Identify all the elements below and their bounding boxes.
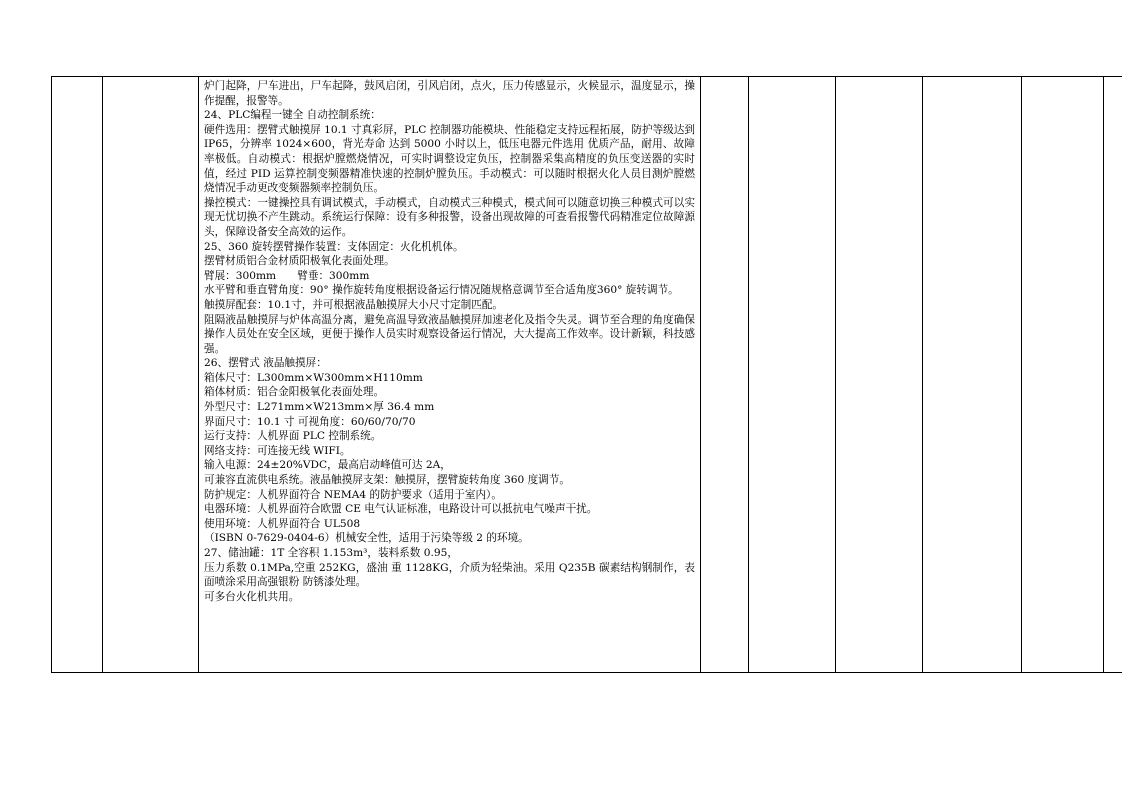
spec-paragraph: 水平臂和垂直臂角度：90° 操作旋转角度根据设备运行情况随规格意调节至合适角度360° 旋转调节。 bbox=[204, 284, 679, 297]
spec-paragraph: 界面尺寸：10.1 寸 可视角度：60/60/70/70 bbox=[204, 415, 416, 428]
spec-paragraph: 可多台火化机共用。 bbox=[204, 590, 300, 603]
spec-paragraph: 27、储油罐：1T 全容积 1.153m³，装料系数 0.95， bbox=[204, 547, 458, 559]
spec-paragraph: 阻隔液晶触摸屏与炉体高温分离，避免高温导致液晶触摸屏加速老化及指令失灵。调节至合理的角度确保操作人员处在安全区域，更便于操作人员实时观察设备运行情况，大大提高工作效率。设计新颖，科技感强。 bbox=[204, 313, 695, 355]
spec-paragraph: 网络支持：可连接无线 WIFI。 bbox=[204, 444, 351, 457]
spec-paragraph: 24、PLC编程一键全 自动控制系统： bbox=[204, 109, 381, 122]
spec-paragraph: 防护规定：人机界面符合 NEMA4 的防护要求（适用于室内）。 bbox=[204, 488, 502, 501]
spec-paragraph: 操控模式：一键操控具有调试模式，手动模式，自动模式三种模式，模式间可以随意切换三种模式可以实现无忧切换不产生跳动。系统运行保障：设有多种报警，设备出现故障的可查看报警代码精准定位故障源头，保障设备安全高效的运作。 bbox=[204, 196, 695, 238]
table-row bbox=[52, 77, 1122, 673]
spec-paragraph: 箱体材质：铝合金阳极氧化表面处理。 bbox=[204, 386, 385, 399]
spec-paragraph: 输入电源：24±20%VDC，最高启动峰值可达 2A， bbox=[204, 459, 451, 472]
spec-paragraph: 电器环境：人机界面符合欧盟 CE 电气认证标准，电路设计可以抵抗电气噪声干扰。 bbox=[204, 503, 598, 516]
spec-paragraph: 摆臂材质铝合金材质阳极氧化表面处理。 bbox=[204, 255, 395, 268]
spec-paragraph: 可兼容直流供电系统。液晶触摸屏支架：触摸屏，摆臂旋转角度 360 度调节。 bbox=[204, 474, 570, 487]
table-cell-price bbox=[836, 77, 923, 673]
spec-paragraph: 25、360 旋转摆臂操作装置：支体固定：火化机机体。 bbox=[204, 240, 464, 253]
spec-paragraph: 触摸屏配套：10.1寸，并可根据液晶触摸屏大小尺寸定制匹配。 bbox=[204, 298, 504, 311]
spec-paragraph: 箱体尺寸：L300mm×W300mm×H110mm bbox=[204, 371, 423, 384]
table-cell-unit bbox=[701, 77, 749, 673]
spec-paragraph: 硬件选用：摆臂式触摸屏 10.1 寸真彩屏，PLC 控制器功能模块、性能稳定支持远程拓展，防护等级达到 IP65，分辨率 1024×600，背光寿命 达到 5000 小时以上，低压电器元件选用 优质产品，耐用、故障率极低。自动模式：根据炉膛燃烧情况，可实时调整设定负压，控制器采集高精度的负压变送器的实时值，经过 PID 运算控制变频器精准快速的控制炉膛负压。手动模式：可以随时根据火化人员目测炉膛燃烧情况手动更改变频器频率控制负压。 bbox=[204, 123, 695, 195]
spec-table bbox=[51, 76, 1122, 673]
table-cell-total bbox=[923, 77, 1022, 673]
spec-text bbox=[204, 79, 695, 604]
table-cell-quantity bbox=[749, 77, 836, 673]
spec-paragraph: 运行支持：人机界面 PLC 控制系统。 bbox=[204, 430, 382, 443]
spec-paragraph: 使用环境：人机界面符合 UL508 bbox=[204, 517, 361, 530]
spec-paragraph: 压力系数 0.1MPa,空重 252KG，盛油 重 1128KG，介质为轻柴油。采用 Q235B 碳素结构钢制作，表面喷涂采用高强银粉 防锈漆处理。 bbox=[204, 561, 695, 589]
spec-paragraph: （ISBN 0-7629-0404-6）机械安全性，适用于污染等级 2 的环境。 bbox=[204, 532, 529, 545]
table-cell-spec bbox=[199, 77, 701, 673]
table-cell-name bbox=[103, 77, 199, 673]
spec-paragraph: 臂展：300mm 臂垂：300mm bbox=[204, 269, 370, 282]
spec-paragraph: 外型尺寸：L271mm×W213mm×厚 36.4 mm bbox=[204, 401, 435, 414]
table-cell-brand bbox=[1022, 77, 1104, 673]
spec-paragraph: 炉门起降，尸车进出，尸车起降，鼓风启闭，引风启闭，点火，压力传感显示，火候显示，温度显示，操作提醒，报警等。 bbox=[204, 80, 695, 107]
table-cell-index bbox=[52, 77, 103, 673]
spec-paragraph: 26、摆臂式 液晶触摸屏： bbox=[204, 357, 327, 370]
table-cell-remark bbox=[1104, 77, 1122, 673]
